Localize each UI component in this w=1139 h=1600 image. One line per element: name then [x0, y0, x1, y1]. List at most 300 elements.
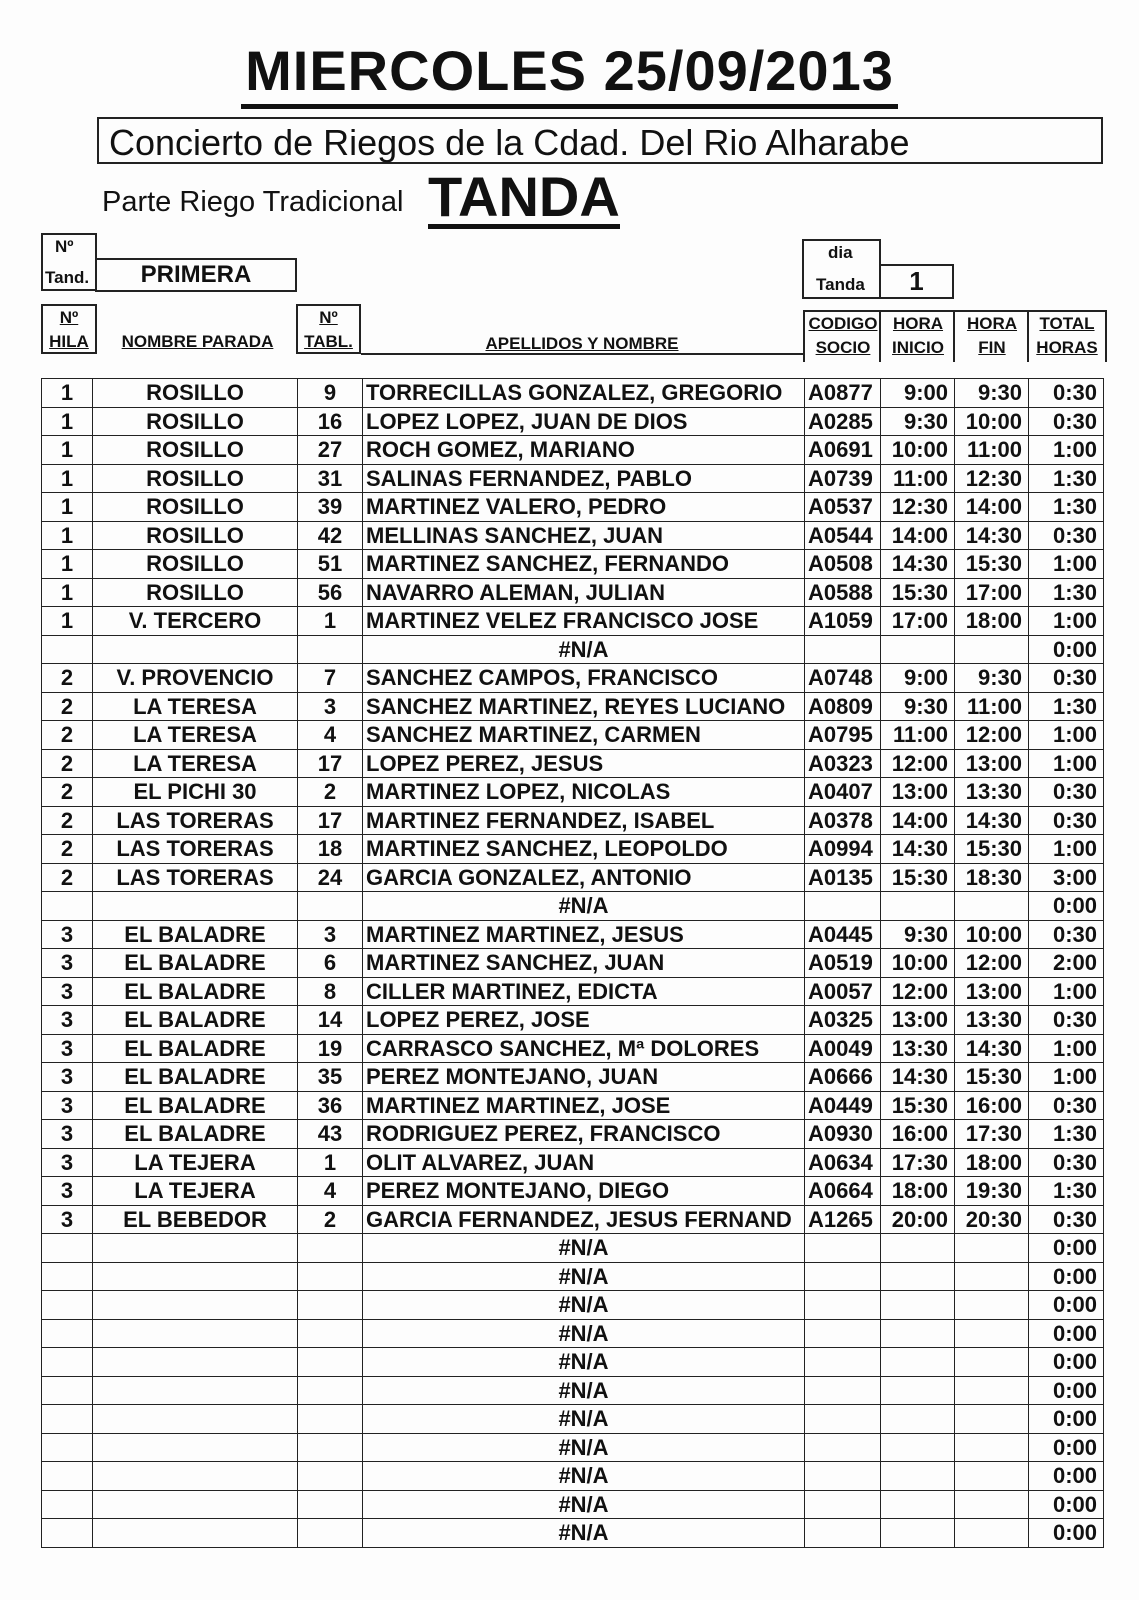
- cell-hila: 3: [42, 1063, 93, 1092]
- cell-hora-fin: 15:30: [955, 1063, 1029, 1092]
- cell-tabl: [298, 1519, 363, 1548]
- cell-nombre: OLIT ALVAREZ, JUAN: [363, 1148, 805, 1177]
- cell-hila: [42, 892, 93, 921]
- table-row: [42, 436, 1104, 465]
- cell-tabl: 2: [298, 1205, 363, 1234]
- cell-parada: [93, 1376, 298, 1405]
- cell-hora-inicio: [881, 1319, 955, 1348]
- cell-total-horas: 0:30: [1029, 1205, 1104, 1234]
- cell-hora-fin: [955, 1433, 1029, 1462]
- cell-codigo: [805, 1291, 881, 1320]
- table-row: [42, 578, 1104, 607]
- cell-parada: [93, 892, 298, 921]
- cell-parada: ROSILLO: [93, 464, 298, 493]
- cell-tabl: 3: [298, 692, 363, 721]
- cell-hora-fin: [955, 1405, 1029, 1434]
- cell-tabl: 1: [298, 607, 363, 636]
- cell-tabl: 43: [298, 1120, 363, 1149]
- cell-tabl: 16: [298, 407, 363, 436]
- cell-tabl: 8: [298, 977, 363, 1006]
- cell-hora-inicio: 10:00: [881, 949, 955, 978]
- cell-codigo: [805, 1490, 881, 1519]
- cell-tabl: 17: [298, 806, 363, 835]
- cell-hila: 1: [42, 493, 93, 522]
- cell-hora-fin: 10:00: [955, 920, 1029, 949]
- cell-parada: LA TERESA: [93, 721, 298, 750]
- cell-total-horas: 0:00: [1029, 892, 1104, 921]
- tand-label-box: [41, 233, 97, 291]
- col-fin-top: HORA: [966, 314, 1018, 333]
- cell-hila: 3: [42, 949, 93, 978]
- cell-codigo: A0664: [805, 1177, 881, 1206]
- cell-codigo: [805, 892, 881, 921]
- cell-parada: ROSILLO: [93, 578, 298, 607]
- table-row: [42, 892, 1104, 921]
- cell-nombre: LOPEZ PEREZ, JOSE: [363, 1006, 805, 1035]
- cell-hora-inicio: 15:30: [881, 578, 955, 607]
- cell-hora-inicio: 15:30: [881, 863, 955, 892]
- cell-nombre: #N/A: [363, 1519, 805, 1548]
- cell-total-horas: 0:00: [1029, 1262, 1104, 1291]
- cell-hila: 3: [42, 1177, 93, 1206]
- cell-nombre: CILLER MARTINEZ, EDICTA: [363, 977, 805, 1006]
- cell-codigo: A0544: [805, 521, 881, 550]
- cell-nombre: MELLINAS SANCHEZ, JUAN: [363, 521, 805, 550]
- cell-total-horas: 2:00: [1029, 949, 1104, 978]
- cell-tabl: [298, 1376, 363, 1405]
- cell-hora-inicio: [881, 892, 955, 921]
- page-title: MIERCOLES 25/09/2013: [0, 38, 1139, 103]
- cell-total-horas: 1:00: [1029, 607, 1104, 636]
- cell-parada: EL BALADRE: [93, 1091, 298, 1120]
- cell-total-horas: 0:00: [1029, 635, 1104, 664]
- cell-hila: [42, 1262, 93, 1291]
- table-row: [42, 1490, 1104, 1519]
- table-row: [42, 464, 1104, 493]
- cell-codigo: A0994: [805, 835, 881, 864]
- col-nombre-header: APELLIDOS Y NOMBRE: [485, 334, 679, 353]
- cell-codigo: A0588: [805, 578, 881, 607]
- tand-value: PRIMERA: [140, 261, 252, 288]
- table-row: [42, 1148, 1104, 1177]
- cell-hila: 3: [42, 977, 93, 1006]
- cell-hora-fin: [955, 1462, 1029, 1491]
- cell-hila: [42, 1519, 93, 1548]
- col-hila-label: HILA: [49, 332, 89, 351]
- cell-total-horas: 1:00: [1029, 721, 1104, 750]
- cell-parada: EL PICHI 30: [93, 778, 298, 807]
- cell-hora-fin: 13:00: [955, 977, 1029, 1006]
- cell-hora-inicio: 18:00: [881, 1177, 955, 1206]
- cell-hora-fin: 14:00: [955, 493, 1029, 522]
- cell-hora-inicio: 14:00: [881, 806, 955, 835]
- cell-hora-inicio: 13:00: [881, 778, 955, 807]
- cell-total-horas: 0:00: [1029, 1405, 1104, 1434]
- cell-hila: 2: [42, 835, 93, 864]
- cell-parada: LAS TORERAS: [93, 863, 298, 892]
- cell-codigo: A0325: [805, 1006, 881, 1035]
- cell-hila: 3: [42, 1148, 93, 1177]
- cell-codigo: A0135: [805, 863, 881, 892]
- cell-parada: EL BALADRE: [93, 1034, 298, 1063]
- cell-codigo: A0519: [805, 949, 881, 978]
- cell-hora-fin: 14:30: [955, 521, 1029, 550]
- cell-parada: [93, 1405, 298, 1434]
- cell-hila: 1: [42, 379, 93, 408]
- table-row: [42, 1348, 1104, 1377]
- cell-tabl: 4: [298, 1177, 363, 1206]
- cell-parada: [93, 1433, 298, 1462]
- cell-nombre: MARTINEZ VALERO, PEDRO: [363, 493, 805, 522]
- cell-nombre: GARCIA GONZALEZ, ANTONIO: [363, 863, 805, 892]
- cell-total-horas: 1:30: [1029, 493, 1104, 522]
- table-row: [42, 1063, 1104, 1092]
- cell-nombre: MARTINEZ FERNANDEZ, ISABEL: [363, 806, 805, 835]
- cell-hora-fin: [955, 1348, 1029, 1377]
- cell-hora-inicio: 12:30: [881, 493, 955, 522]
- cell-codigo: [805, 1462, 881, 1491]
- cell-nombre: #N/A: [363, 1319, 805, 1348]
- cell-tabl: 51: [298, 550, 363, 579]
- table-row: [42, 749, 1104, 778]
- table-row: [42, 1091, 1104, 1120]
- cell-nombre: #N/A: [363, 1348, 805, 1377]
- cell-tabl: [298, 892, 363, 921]
- cell-hora-fin: 18:30: [955, 863, 1029, 892]
- cell-hora-inicio: [881, 1433, 955, 1462]
- cell-hila: [42, 1433, 93, 1462]
- cell-hora-fin: [955, 1490, 1029, 1519]
- cell-parada: ROSILLO: [93, 407, 298, 436]
- table-row: [42, 692, 1104, 721]
- cell-nombre: #N/A: [363, 1234, 805, 1263]
- col-parada-header: NOMBRE PARADA: [121, 332, 274, 351]
- cell-hora-fin: 9:30: [955, 379, 1029, 408]
- cell-nombre: SANCHEZ CAMPOS, FRANCISCO: [363, 664, 805, 693]
- cell-hora-fin: 13:30: [955, 778, 1029, 807]
- cell-hora-fin: [955, 635, 1029, 664]
- cell-total-horas: 3:00: [1029, 863, 1104, 892]
- col-total-top: TOTAL: [1039, 314, 1095, 333]
- cell-parada: ROSILLO: [93, 493, 298, 522]
- cell-total-horas: 0:00: [1029, 1433, 1104, 1462]
- cell-hora-inicio: 9:00: [881, 664, 955, 693]
- cell-parada: ROSILLO: [93, 436, 298, 465]
- cell-codigo: A0445: [805, 920, 881, 949]
- cell-total-horas: 1:00: [1029, 1063, 1104, 1092]
- table-row: [42, 1262, 1104, 1291]
- cell-total-horas: 0:30: [1029, 407, 1104, 436]
- cell-codigo: A0449: [805, 1091, 881, 1120]
- table-row: [42, 607, 1104, 636]
- col-codigo-header: [803, 310, 881, 362]
- cell-hora-fin: [955, 1262, 1029, 1291]
- cell-hila: 3: [42, 1006, 93, 1035]
- cell-codigo: [805, 1376, 881, 1405]
- cell-hora-fin: 11:00: [955, 436, 1029, 465]
- col-total-header: [1027, 310, 1107, 362]
- cell-tabl: [298, 1291, 363, 1320]
- cell-total-horas: 0:00: [1029, 1462, 1104, 1491]
- col-codigo-top: CODIGO: [808, 314, 878, 333]
- cell-hila: 3: [42, 1034, 93, 1063]
- cell-hora-inicio: 15:30: [881, 1091, 955, 1120]
- cell-hora-fin: 13:00: [955, 749, 1029, 778]
- cell-total-horas: 1:30: [1029, 1177, 1104, 1206]
- cell-tabl: [298, 1433, 363, 1462]
- cell-parada: LA TEJERA: [93, 1177, 298, 1206]
- cell-total-horas: 0:30: [1029, 1148, 1104, 1177]
- cell-parada: [93, 1348, 298, 1377]
- cell-total-horas: 0:30: [1029, 379, 1104, 408]
- col-tabl-header: [296, 304, 361, 354]
- cell-hora-inicio: [881, 1490, 955, 1519]
- cell-codigo: A1265: [805, 1205, 881, 1234]
- cell-hora-fin: [955, 892, 1029, 921]
- cell-parada: EL BEBEDOR: [93, 1205, 298, 1234]
- cell-parada: EL BALADRE: [93, 1006, 298, 1035]
- cell-nombre: RODRIGUEZ PEREZ, FRANCISCO: [363, 1120, 805, 1149]
- cell-total-horas: 0:00: [1029, 1319, 1104, 1348]
- table-row: [42, 1120, 1104, 1149]
- cell-hila: 1: [42, 521, 93, 550]
- cell-hila: [42, 1405, 93, 1434]
- col-fin-label: FIN: [978, 338, 1006, 357]
- cell-total-horas: 1:00: [1029, 1034, 1104, 1063]
- cell-hora-fin: 14:30: [955, 806, 1029, 835]
- cell-total-horas: 0:30: [1029, 664, 1104, 693]
- table-row: [42, 664, 1104, 693]
- cell-parada: [93, 635, 298, 664]
- cell-tabl: [298, 1262, 363, 1291]
- cell-tabl: 17: [298, 749, 363, 778]
- col-inicio-top: HORA: [892, 314, 944, 333]
- cell-parada: LA TEJERA: [93, 1148, 298, 1177]
- cell-hila: [42, 1234, 93, 1263]
- cell-hora-inicio: 9:00: [881, 379, 955, 408]
- cell-hora-inicio: 10:00: [881, 436, 955, 465]
- cell-parada: LAS TORERAS: [93, 835, 298, 864]
- cell-tabl: 36: [298, 1091, 363, 1120]
- cell-tabl: [298, 1319, 363, 1348]
- cell-parada: EL BALADRE: [93, 977, 298, 1006]
- cell-hora-inicio: 14:00: [881, 521, 955, 550]
- dia-label-box: [802, 239, 881, 299]
- cell-nombre: #N/A: [363, 635, 805, 664]
- cell-nombre: ROCH GOMEZ, MARIANO: [363, 436, 805, 465]
- cell-total-horas: 1:30: [1029, 578, 1104, 607]
- irrigation-table: [41, 378, 1104, 1548]
- table-row: [42, 1319, 1104, 1348]
- cell-hora-inicio: 12:00: [881, 749, 955, 778]
- table-row: [42, 1006, 1104, 1035]
- cell-total-horas: 0:00: [1029, 1376, 1104, 1405]
- cell-tabl: 35: [298, 1063, 363, 1092]
- cell-nombre: #N/A: [363, 892, 805, 921]
- cell-hora-inicio: 14:30: [881, 1063, 955, 1092]
- cell-hila: 3: [42, 920, 93, 949]
- cell-codigo: A0748: [805, 664, 881, 693]
- cell-nombre: MARTINEZ LOPEZ, NICOLAS: [363, 778, 805, 807]
- cell-hora-fin: [955, 1519, 1029, 1548]
- cell-hora-fin: 14:30: [955, 1034, 1029, 1063]
- cell-codigo: A0739: [805, 464, 881, 493]
- cell-parada: [93, 1490, 298, 1519]
- cell-hila: 2: [42, 664, 93, 693]
- cell-nombre: NAVARRO ALEMAN, JULIAN: [363, 578, 805, 607]
- cell-hila: 3: [42, 1120, 93, 1149]
- cell-tabl: [298, 1405, 363, 1434]
- cell-hora-fin: 18:00: [955, 607, 1029, 636]
- organization-name: Concierto de Riegos de la Cdad. Del Rio Alharabe: [97, 117, 1103, 164]
- cell-total-horas: 0:30: [1029, 521, 1104, 550]
- cell-codigo: [805, 1519, 881, 1548]
- cell-codigo: A0407: [805, 778, 881, 807]
- cell-hora-fin: 13:30: [955, 1006, 1029, 1035]
- col-inicio-label: INICIO: [892, 338, 944, 357]
- cell-nombre: #N/A: [363, 1433, 805, 1462]
- cell-hila: 3: [42, 1091, 93, 1120]
- table-row: [42, 863, 1104, 892]
- cell-hora-inicio: 14:30: [881, 550, 955, 579]
- cell-hora-inicio: 16:00: [881, 1120, 955, 1149]
- cell-hila: 1: [42, 407, 93, 436]
- cell-parada: V. PROVENCIO: [93, 664, 298, 693]
- cell-codigo: A0049: [805, 1034, 881, 1063]
- dia-value-box: [879, 264, 954, 299]
- cell-codigo: A0323: [805, 749, 881, 778]
- cell-hora-inicio: 12:00: [881, 977, 955, 1006]
- col-total-label: HORAS: [1036, 338, 1098, 357]
- cell-codigo: A0634: [805, 1148, 881, 1177]
- cell-total-horas: 1:30: [1029, 1120, 1104, 1149]
- cell-hora-inicio: [881, 1519, 955, 1548]
- cell-tabl: [298, 635, 363, 664]
- dia-label: dia: [828, 243, 853, 262]
- cell-nombre: #N/A: [363, 1405, 805, 1434]
- table-row: [42, 493, 1104, 522]
- cell-codigo: A0877: [805, 379, 881, 408]
- col-hila-top: Nº: [59, 308, 79, 327]
- cell-hora-fin: [955, 1234, 1029, 1263]
- cell-tabl: 7: [298, 664, 363, 693]
- cell-total-horas: 1:00: [1029, 749, 1104, 778]
- cell-hila: 2: [42, 806, 93, 835]
- cell-total-horas: 0:30: [1029, 920, 1104, 949]
- cell-hora-inicio: [881, 1376, 955, 1405]
- table-row: [42, 379, 1104, 408]
- cell-parada: [93, 1519, 298, 1548]
- cell-hora-fin: 12:00: [955, 949, 1029, 978]
- cell-tabl: 9: [298, 379, 363, 408]
- cell-hora-fin: 10:00: [955, 407, 1029, 436]
- cell-hora-fin: 15:30: [955, 550, 1029, 579]
- cell-hila: 1: [42, 578, 93, 607]
- cell-nombre: #N/A: [363, 1462, 805, 1491]
- cell-hila: 3: [42, 1205, 93, 1234]
- cell-tabl: [298, 1462, 363, 1491]
- cell-hora-fin: 16:00: [955, 1091, 1029, 1120]
- cell-hora-inicio: 14:30: [881, 835, 955, 864]
- table-body: [42, 379, 1104, 1548]
- cell-hila: 1: [42, 464, 93, 493]
- table-row: [42, 1034, 1104, 1063]
- cell-tabl: 18: [298, 835, 363, 864]
- cell-hila: 2: [42, 721, 93, 750]
- cell-hora-fin: 15:30: [955, 835, 1029, 864]
- cell-nombre: LOPEZ LOPEZ, JUAN DE DIOS: [363, 407, 805, 436]
- cell-hora-fin: 17:30: [955, 1120, 1029, 1149]
- cell-nombre: PEREZ MONTEJANO, JUAN: [363, 1063, 805, 1092]
- cell-hora-fin: 19:30: [955, 1177, 1029, 1206]
- cell-hora-inicio: 17:30: [881, 1148, 955, 1177]
- cell-parada: LAS TORERAS: [93, 806, 298, 835]
- cell-nombre: #N/A: [363, 1490, 805, 1519]
- table-row: [42, 1177, 1104, 1206]
- cell-tabl: [298, 1490, 363, 1519]
- cell-hora-inicio: [881, 1405, 955, 1434]
- cell-tabl: 39: [298, 493, 363, 522]
- cell-codigo: A0795: [805, 721, 881, 750]
- cell-codigo: [805, 1405, 881, 1434]
- cell-codigo: [805, 1433, 881, 1462]
- cell-parada: LA TERESA: [93, 692, 298, 721]
- table-row: [42, 806, 1104, 835]
- cell-tabl: 27: [298, 436, 363, 465]
- cell-codigo: A0691: [805, 436, 881, 465]
- cell-codigo: [805, 1319, 881, 1348]
- cell-nombre: PEREZ MONTEJANO, DIEGO: [363, 1177, 805, 1206]
- cell-codigo: A0285: [805, 407, 881, 436]
- cell-hora-fin: 20:30: [955, 1205, 1029, 1234]
- tand-value-box: [95, 258, 297, 292]
- cell-nombre: #N/A: [363, 1262, 805, 1291]
- table-row: [42, 550, 1104, 579]
- cell-nombre: MARTINEZ MARTINEZ, JESUS: [363, 920, 805, 949]
- cell-parada: ROSILLO: [93, 379, 298, 408]
- cell-hora-inicio: 11:00: [881, 464, 955, 493]
- cell-hora-inicio: [881, 1234, 955, 1263]
- cell-parada: EL BALADRE: [93, 1063, 298, 1092]
- table-row: [42, 920, 1104, 949]
- cell-total-horas: 1:30: [1029, 692, 1104, 721]
- cell-hora-inicio: 9:30: [881, 692, 955, 721]
- cell-tabl: 6: [298, 949, 363, 978]
- cell-hora-fin: 12:00: [955, 721, 1029, 750]
- cell-hora-inicio: 11:00: [881, 721, 955, 750]
- col-tabl-top: Nº: [319, 308, 338, 327]
- cell-hila: 2: [42, 749, 93, 778]
- cell-codigo: A0378: [805, 806, 881, 835]
- cell-tabl: 56: [298, 578, 363, 607]
- cell-total-horas: 1:00: [1029, 436, 1104, 465]
- tand-no-label: Nº: [55, 237, 74, 256]
- table-row: [42, 521, 1104, 550]
- cell-hila: [42, 1348, 93, 1377]
- parte-label: Parte Riego Tradicional: [102, 186, 404, 218]
- cell-codigo: A0809: [805, 692, 881, 721]
- cell-total-horas: 0:30: [1029, 1091, 1104, 1120]
- table-row: [42, 778, 1104, 807]
- cell-tabl: 31: [298, 464, 363, 493]
- cell-codigo: [805, 635, 881, 664]
- table-row: [42, 949, 1104, 978]
- col-fin-header: [953, 310, 1029, 362]
- cell-total-horas: 0:30: [1029, 778, 1104, 807]
- cell-nombre: GARCIA FERNANDEZ, JESUS FERNAND: [363, 1205, 805, 1234]
- cell-hila: [42, 1490, 93, 1519]
- table-row: [42, 1519, 1104, 1548]
